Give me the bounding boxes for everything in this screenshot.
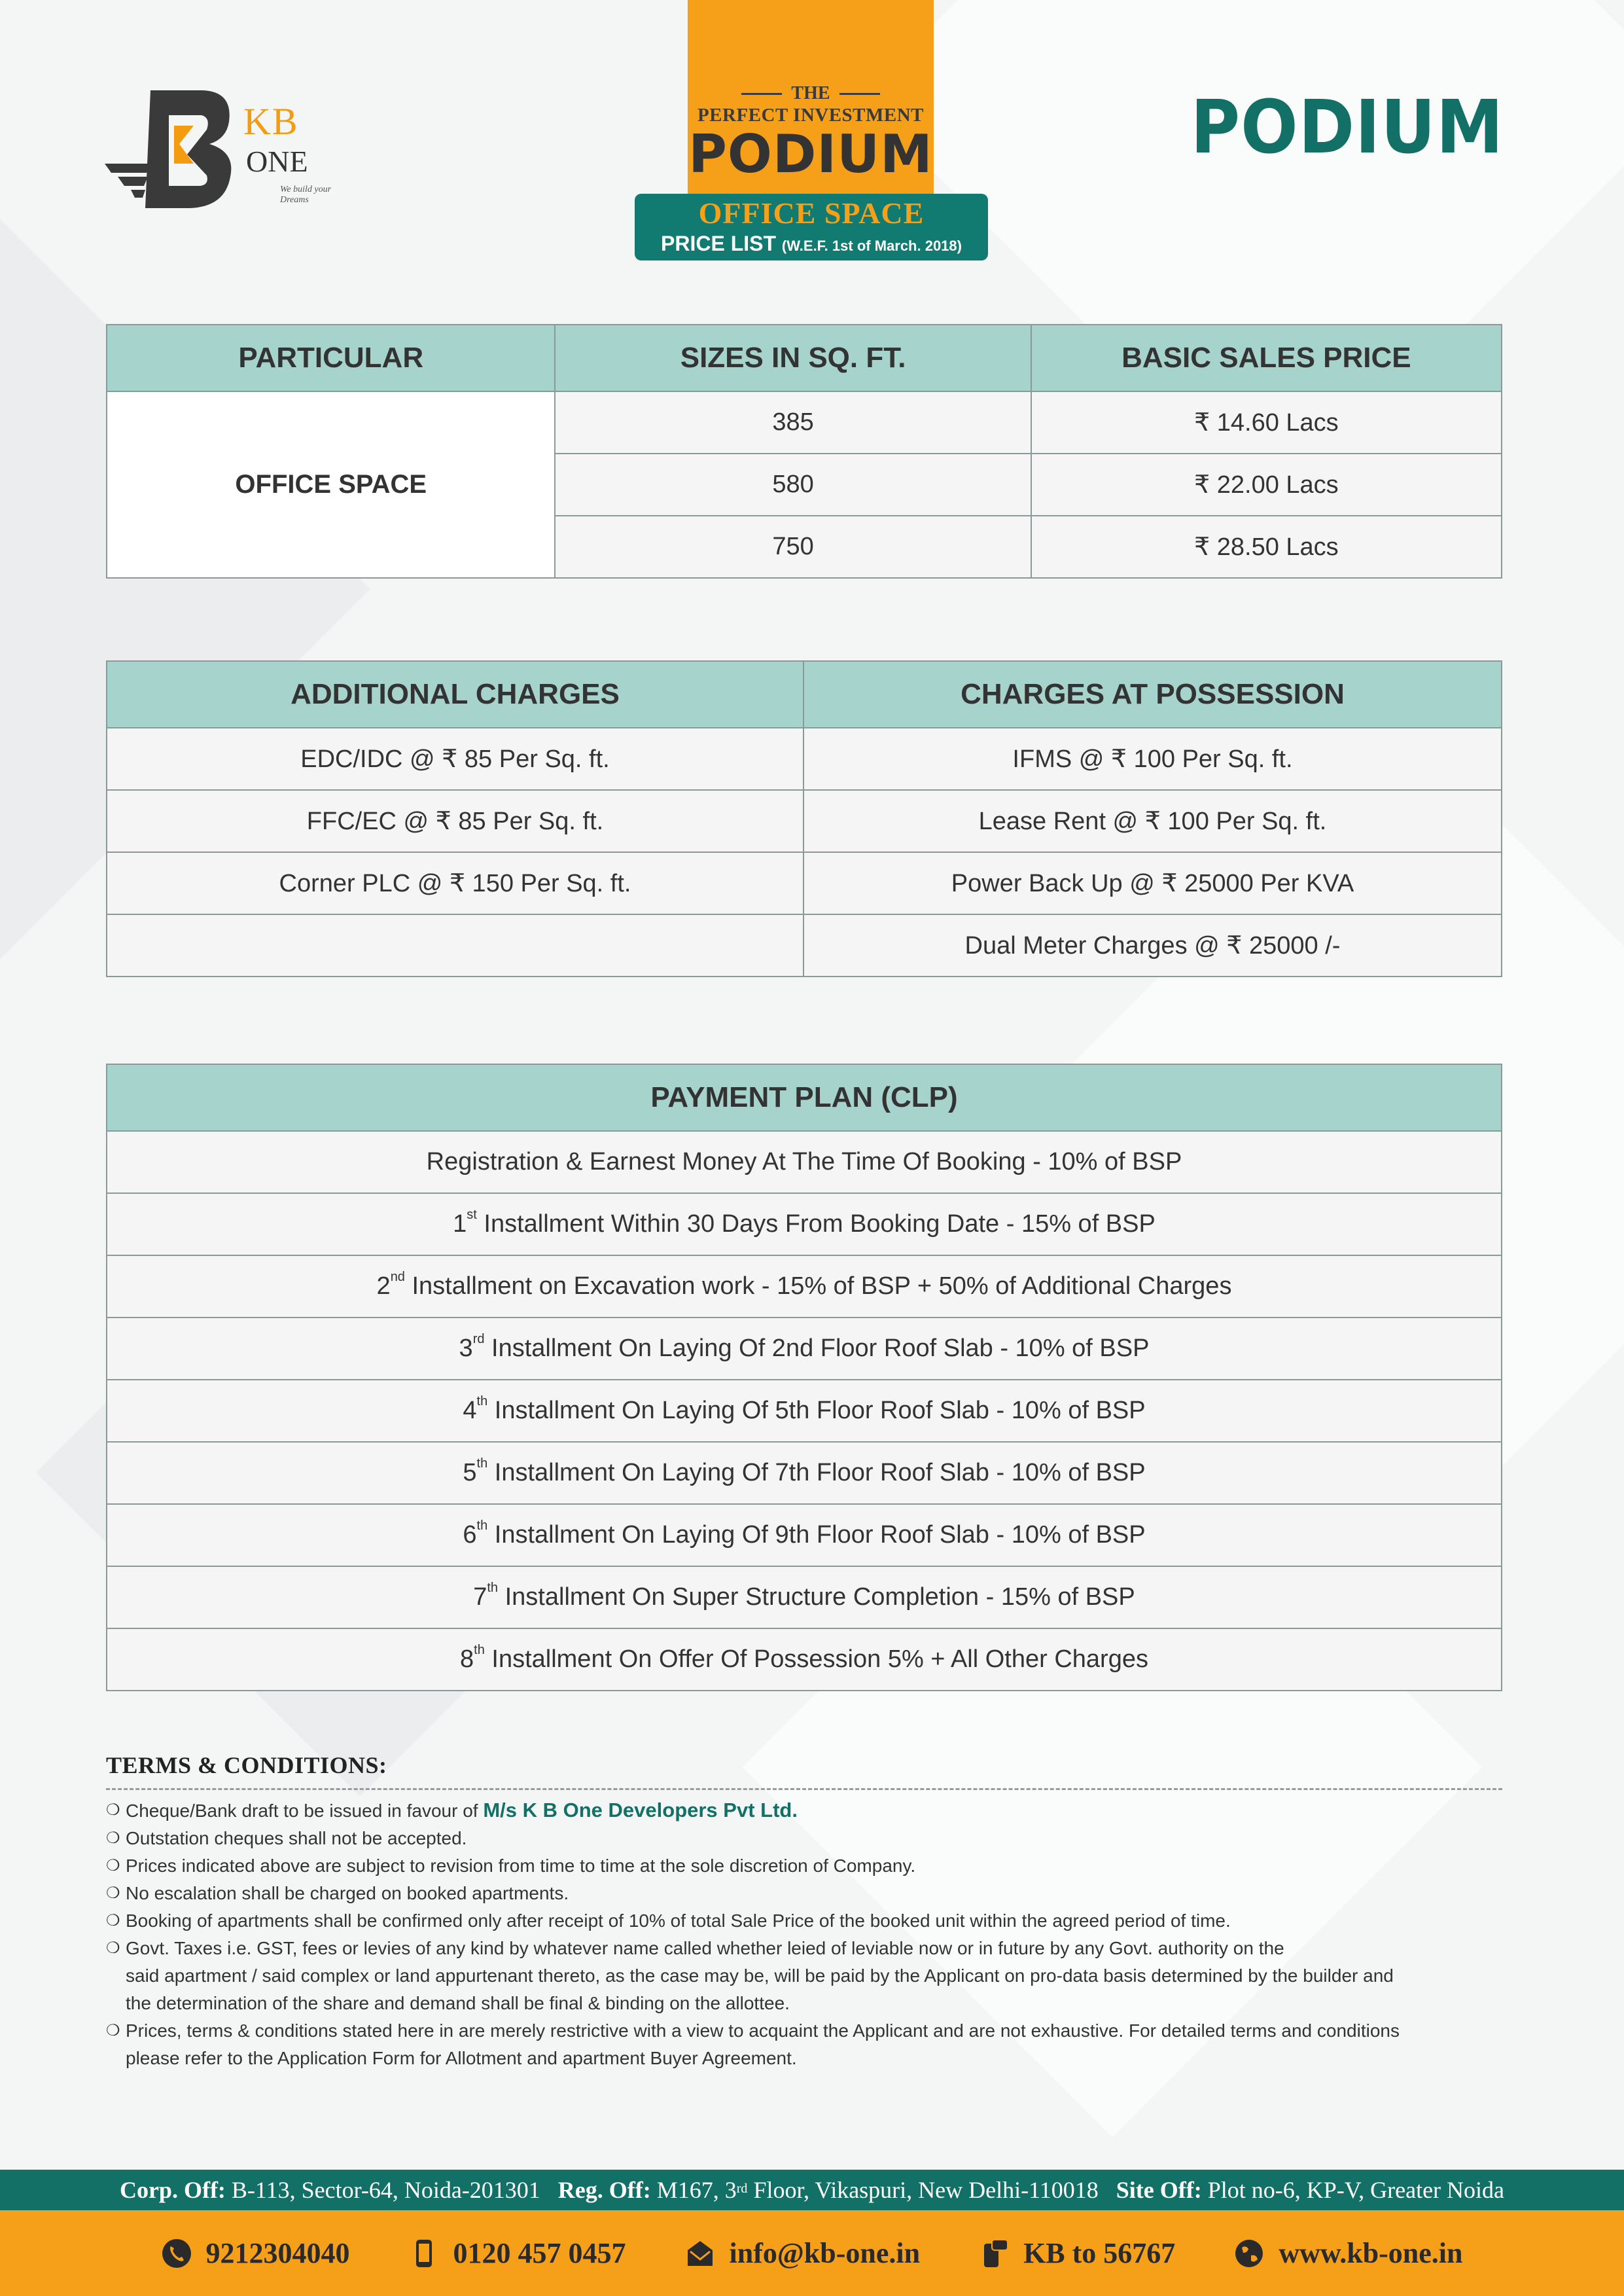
installment-text: Installment On Laying Of 5th Floor Roof Slab - 10% of BSP bbox=[487, 1397, 1146, 1424]
contact-phone[interactable] bbox=[162, 2236, 350, 2270]
company-name: M/s K B One Developers Pvt Ltd. bbox=[483, 1799, 798, 1821]
installment-number: 6 bbox=[463, 1521, 477, 1549]
banner-perfect-investment: PERFECT INVESTMENT bbox=[697, 105, 925, 126]
term-text: Booking of apartments shall be confirmed only after receipt of 10% of total Sale Price of the booked unit within the agreed period of time. bbox=[126, 1910, 1231, 1931]
table-row bbox=[107, 728, 1502, 790]
possession-charge-cell: IFMS @ ₹ 100 Per Sq. ft. bbox=[803, 728, 1502, 790]
term-text: Govt. Taxes i.e. GST, fees or levies of any kind by whatever name called whether leied of leviable now or in future by any Govt. authority on the bbox=[126, 1938, 1284, 1958]
table-row bbox=[107, 914, 1502, 977]
bullet-circle-icon: ❍ bbox=[106, 1912, 120, 1929]
office-space-label: OFFICE SPACE bbox=[698, 196, 925, 230]
divider bbox=[839, 93, 880, 95]
payment-plan-booking: Registration & Earnest Money At The Time Of Booking - 10% of BSP bbox=[107, 1131, 1502, 1193]
header-charges-at-possession: CHARGES AT POSSESSION bbox=[803, 661, 1502, 728]
installment-number: 3 bbox=[459, 1335, 473, 1362]
bullet-circle-icon: ❍ bbox=[106, 1857, 120, 1874]
term-text: Outstation cheques shall not be accepted. bbox=[126, 1828, 467, 1848]
installment-number: 4 bbox=[463, 1397, 477, 1424]
list-item bbox=[106, 1907, 1532, 1935]
installment-text: Installment On Offer Of Possession 5% + All Other Charges bbox=[484, 1645, 1148, 1673]
term-text: Cheque/Bank draft to be issued in favour of bbox=[126, 1801, 484, 1821]
phone-number: 9212304040 bbox=[205, 2237, 350, 2269]
installment-number: 2 bbox=[376, 1272, 391, 1300]
terms-list bbox=[106, 1797, 1532, 2072]
kb-logo-mark-icon bbox=[105, 79, 242, 209]
site-office-label: Site Off: bbox=[1116, 2177, 1202, 2203]
installment-5 bbox=[107, 1442, 1502, 1504]
bullet-circle-icon: ❍ bbox=[106, 1939, 120, 1957]
installment-number: 7 bbox=[473, 1583, 487, 1611]
installment-suffix: th bbox=[487, 1581, 499, 1595]
corp-office-address: B-113, Sector-64, Noida-201301 bbox=[225, 2177, 540, 2203]
additional-charge-cell: FFC/EC @ ₹ 85 Per Sq. ft. bbox=[107, 790, 803, 852]
reg-office-address-a: M167, 3 bbox=[650, 2177, 737, 2203]
price-cell: ₹ 22.00 Lacs bbox=[1031, 454, 1502, 516]
installment-text: Installment Within 30 Days From Booking Date - 15% of BSP bbox=[476, 1210, 1156, 1238]
header-additional-charges: ADDITIONAL CHARGES bbox=[107, 661, 803, 728]
price-list-label bbox=[635, 232, 988, 258]
installment-number: 1 bbox=[453, 1210, 467, 1238]
office-space-badge bbox=[635, 194, 988, 260]
possession-charge-cell: Lease Rent @ ₹ 100 Per Sq. ft. bbox=[803, 790, 1502, 852]
installment-text: Installment On Laying Of 9th Floor Roof Slab - 10% of BSP bbox=[487, 1521, 1146, 1549]
particular-office-space: OFFICE SPACE bbox=[107, 391, 555, 578]
table-row bbox=[107, 1193, 1502, 1255]
price-cell: ₹ 28.50 Lacs bbox=[1031, 516, 1502, 578]
installment-8 bbox=[107, 1628, 1502, 1691]
installment-suffix: th bbox=[476, 1518, 488, 1533]
term-text: Prices, terms & conditions stated here in are merely restrictive with a view to acquaint the Applicant and are not exhaustive. For detailed terms and conditions bbox=[126, 2020, 1400, 2041]
installment-number: 8 bbox=[460, 1645, 474, 1673]
table-row bbox=[107, 391, 1502, 454]
email-icon bbox=[685, 2238, 715, 2269]
installment-text: Installment On Super Structure Completion - 15% of BSP bbox=[498, 1583, 1135, 1611]
phone-icon bbox=[162, 2238, 192, 2269]
table-row bbox=[107, 1504, 1502, 1566]
installment-1 bbox=[107, 1193, 1502, 1255]
installment-text: Installment on Excavation work - 15% of BSP + 50% of Additional Charges bbox=[404, 1272, 1232, 1300]
terms-and-conditions bbox=[106, 1751, 1532, 2072]
size-cell: 750 bbox=[555, 516, 1031, 578]
payment-plan-table bbox=[106, 1064, 1502, 1691]
reg-office-sup: rd bbox=[736, 2181, 748, 2196]
divider bbox=[741, 93, 782, 95]
contact-website[interactable] bbox=[1234, 2236, 1462, 2270]
table-row bbox=[107, 1131, 1502, 1193]
installment-text: Installment On Laying Of 2nd Floor Roof Slab - 10% of BSP bbox=[484, 1335, 1150, 1362]
table-header-row bbox=[107, 325, 1502, 391]
list-item bbox=[106, 1852, 1532, 1880]
installment-text: Installment On Laying Of 7th Floor Roof Slab - 10% of BSP bbox=[487, 1459, 1146, 1486]
sms-text: KB to 56767 bbox=[1023, 2237, 1176, 2269]
wef-date: (W.E.F. 1st of March. 2018) bbox=[781, 238, 962, 254]
table-row bbox=[107, 1380, 1502, 1442]
reg-office-address-b: Floor, Vikaspuri, New Delhi-110018 bbox=[747, 2177, 1099, 2203]
installment-2 bbox=[107, 1255, 1502, 1318]
corp-office-label: Corp. Off: bbox=[119, 2177, 226, 2203]
dashed-divider bbox=[106, 1788, 1502, 1790]
installment-suffix: th bbox=[474, 1643, 485, 1657]
additional-charge-cell: EDC/IDC @ ₹ 85 Per Sq. ft. bbox=[107, 728, 803, 790]
contact-sms[interactable] bbox=[979, 2236, 1175, 2270]
possession-charge-cell: Power Back Up @ ₹ 25000 Per KVA bbox=[803, 852, 1502, 914]
email-address: info@kb-one.in bbox=[729, 2237, 921, 2269]
bullet-circle-icon: ❍ bbox=[106, 1829, 120, 1847]
installment-number: 5 bbox=[463, 1459, 477, 1486]
list-item bbox=[106, 1825, 1532, 1852]
installment-suffix: rd bbox=[472, 1332, 485, 1346]
term-text: No escalation shall be charged on booked apartments. bbox=[126, 1883, 569, 1903]
bullet-circle-icon: ❍ bbox=[106, 2022, 120, 2039]
term-text: please refer to the Application Form for Allotment and apartment Buyer Agreement. bbox=[126, 2048, 797, 2068]
logo-one-text: ONE bbox=[246, 145, 308, 178]
additional-charge-cell bbox=[107, 914, 803, 977]
terms-heading: TERMS & CONDITIONS: bbox=[106, 1752, 387, 1778]
list-item bbox=[106, 1935, 1532, 2017]
possession-charge-cell: Dual Meter Charges @ ₹ 25000 /- bbox=[803, 914, 1502, 977]
price-table bbox=[106, 324, 1502, 579]
installment-suffix: nd bbox=[390, 1270, 405, 1284]
reg-office-label: Reg. Off: bbox=[557, 2177, 651, 2203]
table-row bbox=[107, 1566, 1502, 1628]
mobile-icon bbox=[409, 2238, 439, 2269]
list-item bbox=[106, 1797, 1532, 1825]
installment-suffix: th bbox=[476, 1456, 488, 1471]
term-text: the determination of the share and demand shall be final & binding on the allottee. bbox=[126, 1993, 790, 2013]
contact-bar bbox=[0, 2210, 1624, 2296]
contact-landline[interactable] bbox=[409, 2236, 626, 2270]
installment-4 bbox=[107, 1380, 1502, 1442]
logo-tagline: We build your Dreams bbox=[280, 185, 332, 205]
term-text: said apartment / said complex or land appurtenant thereto, as the case may be, will be paid by the Applicant on pro-data basis determined by the builder and bbox=[126, 1965, 1394, 1986]
bullet-circle-icon: ❍ bbox=[106, 1884, 120, 1902]
table-header-row bbox=[107, 661, 1502, 728]
table-row bbox=[107, 1318, 1502, 1380]
installment-suffix: st bbox=[467, 1208, 477, 1222]
company-logo bbox=[105, 79, 340, 229]
charges-table bbox=[106, 660, 1502, 977]
table-row bbox=[107, 790, 1502, 852]
banner-podium: PODIUM bbox=[688, 124, 933, 185]
website-url: www.kb-one.in bbox=[1279, 2237, 1463, 2269]
installment-3 bbox=[107, 1318, 1502, 1380]
table-row bbox=[107, 1442, 1502, 1504]
installment-suffix: th bbox=[476, 1394, 488, 1408]
term-text: Prices indicated above are subject to revision from time to time at the sole discretion of Company. bbox=[126, 1856, 916, 1876]
sms-icon bbox=[979, 2238, 1009, 2269]
banner-the: THE bbox=[791, 83, 830, 103]
office-addresses-bar bbox=[0, 2170, 1624, 2210]
globe-icon bbox=[1234, 2238, 1264, 2269]
logo-kb-text: KB bbox=[243, 100, 299, 143]
price-cell: ₹ 14.60 Lacs bbox=[1031, 391, 1502, 454]
table-row bbox=[107, 1255, 1502, 1318]
additional-charge-cell: Corner PLC @ ₹ 150 Per Sq. ft. bbox=[107, 852, 803, 914]
podium-banner bbox=[688, 0, 934, 196]
page-title: PODIUM bbox=[1190, 85, 1504, 170]
header-payment-plan: PAYMENT PLAN (CLP) bbox=[107, 1064, 1502, 1131]
header-basic-sales-price: BASIC SALES PRICE bbox=[1031, 325, 1502, 391]
table-header-row bbox=[107, 1064, 1502, 1131]
size-cell: 385 bbox=[555, 391, 1031, 454]
site-office-address: Plot no-6, KP-V, Greater Noida bbox=[1201, 2177, 1505, 2203]
header-sizes: SIZES IN SQ. FT. bbox=[555, 325, 1031, 391]
bullet-circle-icon: ❍ bbox=[106, 1801, 120, 1819]
landline-number: 0120 457 0457 bbox=[453, 2237, 626, 2269]
size-cell: 580 bbox=[555, 454, 1031, 516]
table-row bbox=[107, 1628, 1502, 1691]
list-item bbox=[106, 1880, 1532, 1907]
installment-7 bbox=[107, 1566, 1502, 1628]
contact-email[interactable] bbox=[685, 2236, 921, 2270]
header-particular: PARTICULAR bbox=[107, 325, 555, 391]
installment-6 bbox=[107, 1504, 1502, 1566]
list-item bbox=[106, 2017, 1532, 2072]
table-row bbox=[107, 852, 1502, 914]
price-list-text: PRICE LIST bbox=[661, 232, 777, 255]
